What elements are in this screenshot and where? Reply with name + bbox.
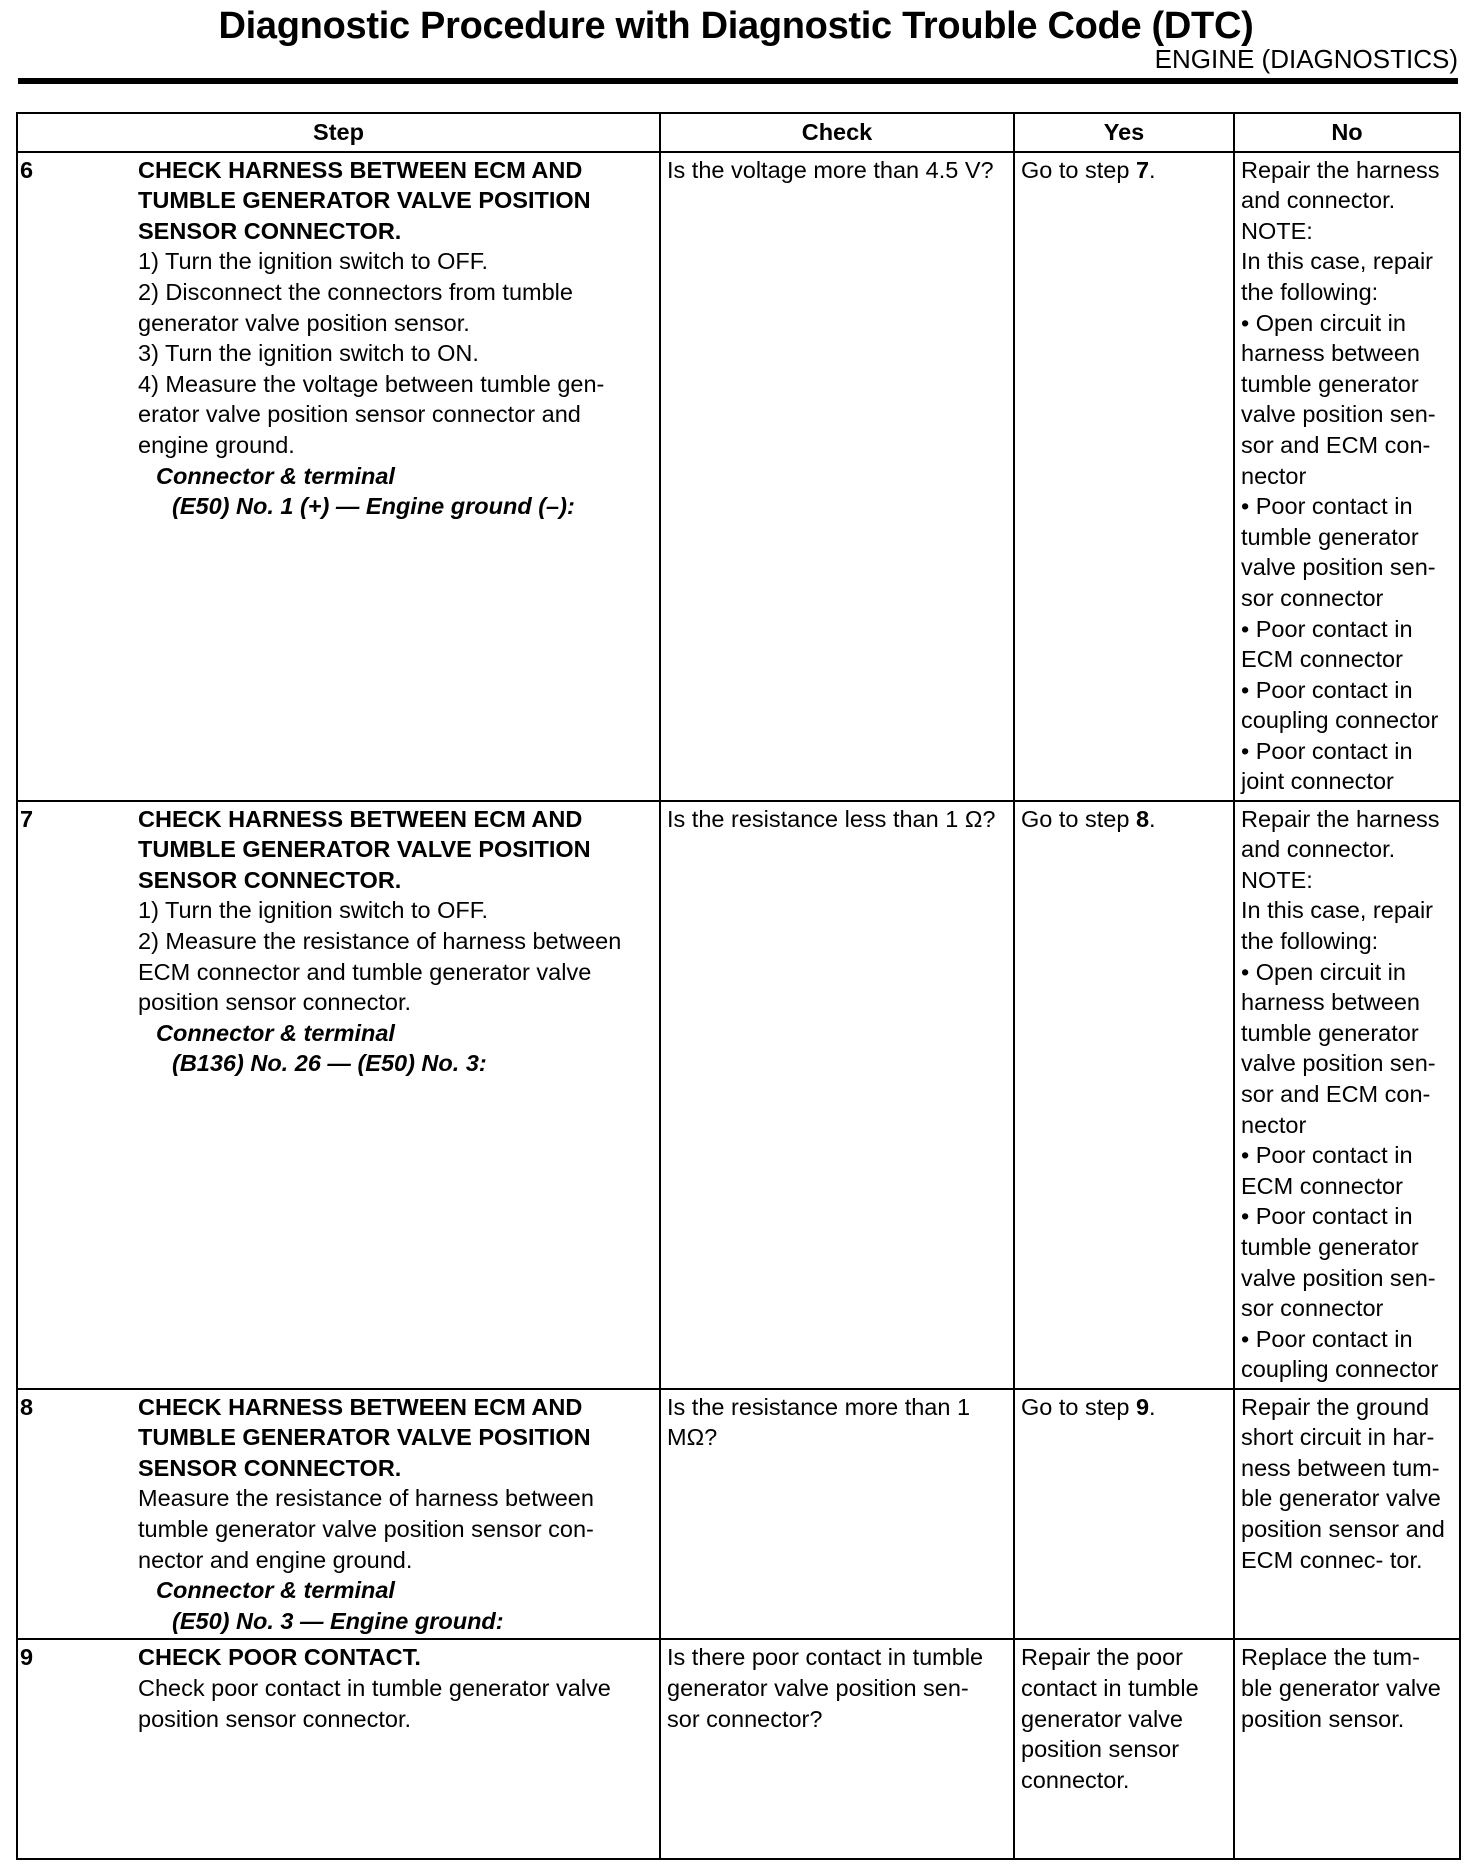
yes-suffix: .: [1149, 156, 1156, 183]
yes-step-link[interactable]: 8: [1135, 805, 1150, 832]
note-bullet: • Poor contact in tumble generator valve position sen- sor connector: [1241, 493, 1436, 611]
no-action: Replace the tum- ble generator valve position sensor.: [1241, 1644, 1441, 1732]
check-cell: Is the resistance more than 1 MΩ?: [660, 1389, 1014, 1640]
step-instruction: 2) Disconnect the connectors from tumble generator valve position sensor.: [138, 278, 573, 336]
no-action: Repair the harness and connector.: [1241, 156, 1440, 214]
check-cell: Is the voltage more than 4.5 V?: [660, 152, 1014, 801]
page-title: Diagnostic Procedure with Diagnostic Trouble Code (DTC): [218, 5, 1254, 47]
yes-suffix: .: [1149, 1393, 1156, 1420]
yes-text: Go to step: [1021, 1393, 1136, 1420]
step-number: 9: [20, 1644, 34, 1671]
note-label: NOTE:: [1241, 866, 1313, 893]
note-bullet: • Poor contact in joint connector: [1241, 737, 1413, 795]
connector-label: Connector & terminal: [156, 1019, 395, 1046]
yes-text: Go to step: [1021, 156, 1136, 183]
no-cell: [1234, 1389, 1460, 1640]
note-bullet: • Poor contact in ECM connector: [1241, 1142, 1413, 1199]
table-row: [17, 152, 1460, 801]
no-cell: [1234, 1639, 1460, 1859]
step-cell: [17, 1389, 660, 1640]
step-instruction: 1) Turn the ignition switch to OFF.: [138, 248, 489, 275]
note-bullet: • Open circuit in harness between tumble generator valve position sen- sor and ECM con- nector: [1241, 958, 1436, 1138]
note-bullet: • Poor contact in tumble generator valve position sen- sor connector: [1241, 1203, 1436, 1322]
step-cell: [17, 801, 660, 1389]
table-row: [17, 1389, 1460, 1640]
table-row: [17, 801, 1460, 1389]
note-bullet: • Open circuit in harness between tumble generator valve position sen- sor and ECM con- nector: [1241, 309, 1436, 489]
step-instruction: 3) Turn the ignition switch to ON.: [138, 340, 479, 367]
table-row: [17, 1639, 1460, 1859]
step-number: 8: [20, 1393, 34, 1420]
connector-label: Connector & terminal: [156, 462, 395, 489]
step-title: CHECK HARNESS BETWEEN ECM AND TUMBLE GENERATOR VALVE POSITION SENSOR CONNECTOR.: [138, 1393, 591, 1481]
note-text: In this case, repair the following:: [1241, 897, 1434, 954]
yes-step-link[interactable]: 9: [1135, 1393, 1150, 1420]
connector-terminal: (E50) No. 3 — Engine ground:: [172, 1607, 504, 1634]
no-action: Repair the ground short circuit in har- ness between tum- ble generator valve position sensor and ECM connec- tor.: [1241, 1393, 1445, 1573]
yes-suffix: .: [1149, 805, 1156, 832]
header-rule: [18, 78, 1458, 84]
step-instruction: 1) Turn the ignition switch to OFF.: [138, 897, 489, 924]
yes-cell: [1014, 1639, 1234, 1859]
column-header-no: No: [1234, 113, 1460, 152]
yes-text: Go to step: [1021, 805, 1136, 832]
no-cell: [1234, 801, 1460, 1389]
dtc-table: [16, 112, 1461, 1860]
step-instruction: 4) Measure the voltage between tumble gen- erator valve position sensor connector and engine ground.: [138, 370, 605, 458]
page-header: [0, 0, 1472, 90]
yes-text: Repair the poor contact in tumble generator valve position sensor connector.: [1021, 1644, 1199, 1793]
yes-cell: [1014, 1389, 1234, 1640]
yes-step-link[interactable]: 7: [1135, 156, 1150, 183]
step-instruction: 2) Measure the resistance of harness between ECM connector and tumble generator valve position sensor connector.: [138, 927, 622, 1016]
note-bullet: • Poor contact in coupling connector: [1241, 676, 1439, 734]
step-number: 6: [20, 156, 34, 183]
step-number: 7: [20, 805, 34, 832]
note-bullet: • Poor contact in ECM connector: [1241, 615, 1413, 673]
section-subtitle: ENGINE (DIAGNOSTICS): [1154, 44, 1458, 74]
step-title: CHECK HARNESS BETWEEN ECM AND TUMBLE GENERATOR VALVE POSITION SENSOR CONNECTOR.: [138, 805, 591, 893]
step-instruction: Measure the resistance of harness between tumble generator valve position sensor con- nector and engine ground.: [138, 1485, 594, 1573]
step-title: CHECK POOR CONTACT.: [138, 1644, 421, 1671]
note-label: NOTE:: [1241, 217, 1313, 244]
step-instruction: Check poor contact in tumble generator valve position sensor connector.: [138, 1674, 611, 1732]
check-cell: Is there poor contact in tumble generator valve position sen- sor connector?: [660, 1639, 1014, 1859]
connector-label: Connector & terminal: [156, 1577, 395, 1604]
connector-terminal: (E50) No. 1 (+) — Engine ground (–):: [172, 493, 575, 520]
column-header-check: Check: [660, 113, 1014, 152]
yes-cell: [1014, 801, 1234, 1389]
step-cell: [17, 1639, 660, 1859]
table-header-row: [17, 113, 1460, 152]
check-cell: Is the resistance less than 1 Ω?: [660, 801, 1014, 1389]
step-cell: [17, 152, 660, 801]
connector-terminal: (B136) No. 26 — (E50) No. 3:: [172, 1050, 487, 1077]
column-header-step: Step: [17, 113, 660, 152]
yes-cell: [1014, 152, 1234, 801]
note-text: In this case, repair the following:: [1241, 248, 1434, 305]
step-title: CHECK HARNESS BETWEEN ECM AND TUMBLE GENERATOR VALVE POSITION SENSOR CONNECTOR.: [138, 156, 591, 244]
note-bullet: • Poor contact in coupling connector: [1241, 1325, 1439, 1383]
no-cell: [1234, 152, 1460, 801]
no-action: Repair the harness and connector.: [1241, 805, 1440, 863]
column-header-yes: Yes: [1014, 113, 1234, 152]
